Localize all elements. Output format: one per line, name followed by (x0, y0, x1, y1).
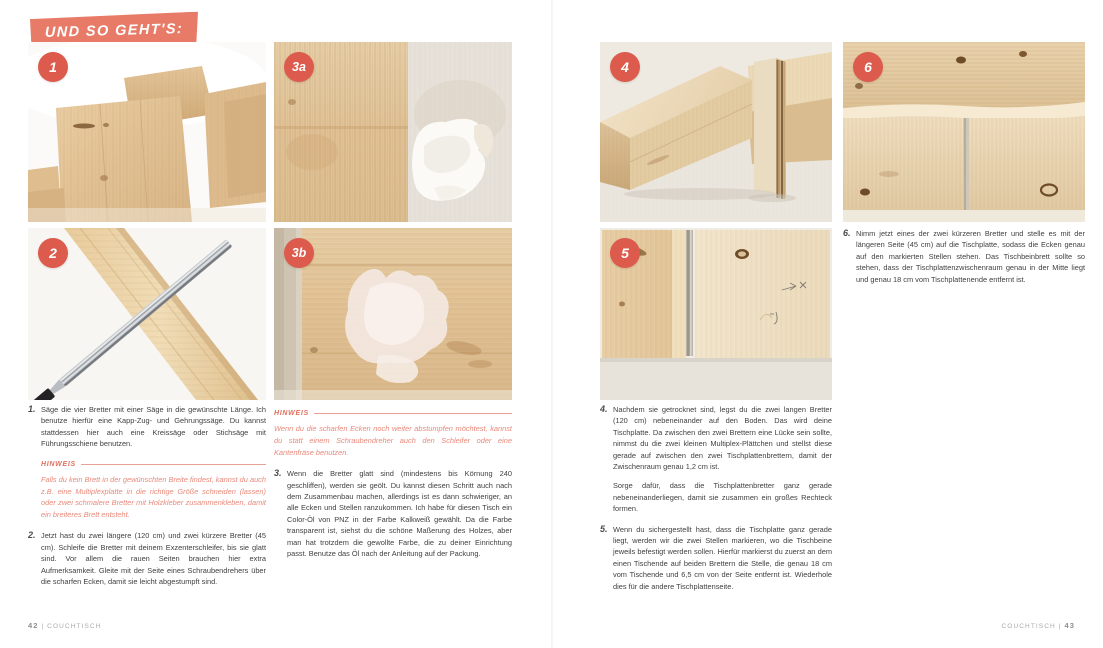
step-badge-4: 4 (610, 52, 640, 82)
step-number-5: 5. (600, 523, 608, 534)
step-paragraph-secondary: Sorge dafür, dass die Tischplattenbretter ganz gerade nebeneinanderliegen, damit sie zusammen ein großes Rechteck formen. (613, 481, 832, 514)
step-paragraph: Wenn die Bretter glatt sind (mindestens bis Körnung 240 geschliffen), werden sie geölt. Du kannst diesen Schritt auch nach dem Zusammenbau machen, allerdings ist es dann schwieriger, an alle Ecken und Stellen ranzukommen. Ich habe für diesen Tisch ein Color-Öl von PNZ in der Farbe Kalkweiß gewählt. Da die Farbe transparent ist, siehst du die schöne Maßerung des Holzes, aber man hat trotzdem die gewollte Farbe, die zu deiner Einrichtung passt. Benutze das Öl nach der Anleitung auf der Packung. (287, 469, 512, 559)
step-item-2 (28, 530, 266, 587)
step-text-6 (856, 228, 1085, 285)
step-number-3: 3. (274, 468, 282, 479)
text-column-2 (274, 404, 512, 568)
step-text-2 (41, 530, 266, 587)
footer-right (1002, 621, 1076, 630)
photo-step-2 (28, 228, 266, 400)
step-number-2: 2. (28, 530, 36, 541)
hint-text: Wenn du die scharfen Ecken noch weiter abstumpfen möchtest, kannst du statt einem Schraubendreher auch den Schleifer oder eine Kantenfräse benutzen. (274, 424, 512, 457)
hint-box-2 (274, 408, 512, 458)
step-number-4: 4. (600, 404, 608, 414)
footer-right-title: COUCHTISCH (1001, 623, 1056, 630)
step-number-6: 6. (843, 228, 851, 238)
step-badge-2: 2 (38, 238, 68, 268)
hint-label: HINWEIS (41, 460, 76, 468)
step-item-3 (274, 468, 512, 559)
banner-label: UND SO GEHT'S: (44, 21, 184, 41)
step-item-6 (843, 228, 1085, 285)
step-paragraph: Wenn du sichergestellt hast, dass die Tischplatte ganz gerade liegt, werden wir die zwei Stellen markieren, wo die Tischbeine jeweils befestigt werden sollen. Hierfür markierst du zuerst an dem einen Tischende auf beiden Brettern die Stelle, die genau 18 cm vom Tischende und 6,5 cm von der Seite entfernt ist. Wiederhole dies für die andere Tischplattenseite. (613, 524, 832, 591)
footer-right-separator: | (1058, 623, 1062, 630)
photo-step-3a (274, 42, 512, 222)
step-paragraph: Nachdem sie getrocknet sind, legst du die zwei langen Bretter (120 cm) nebeneinander auf den Boden. Das wird deine Tischplatte. Da zwischen den zwei Brettern eine Lücke sein sollte, nimmst du die zwei kleinen Multiplex-Plättchen und stellst diese gerade auf zwischen den zwei Tischplattenbrettern, damit der Zwischenraum genau 1,2 cm ist. (613, 405, 832, 472)
hint-rule (81, 464, 266, 465)
hint-rule (314, 413, 512, 414)
text-column-4 (843, 228, 1085, 294)
hint-label: HINWEIS (274, 410, 309, 417)
step-badge-3b: 3b (284, 238, 314, 268)
step-text-5 (613, 524, 832, 592)
step-item-5 (600, 524, 832, 592)
hint-header (41, 459, 266, 470)
photo-step-4 (600, 42, 832, 222)
photo-step-5 (600, 228, 832, 400)
photo-step-1 (28, 42, 266, 222)
footer-left-separator: | (41, 623, 45, 630)
step-item-4 (600, 404, 832, 515)
hint-header (274, 408, 512, 419)
step-paragraph: Säge die vier Bretter mit einer Säge in die gewünschte Länge. Ich benutze hierfür eine Kapp-Zug- und Gehrungssäge. Du kannst stattdessen hier auch eine Kreissäge oder Stichsäge mit Führungsschiene benutzen. (41, 405, 266, 449)
step-badge-3a: 3a (284, 52, 314, 82)
hint-box-1 (41, 459, 266, 521)
step-text-1 (41, 404, 266, 450)
step-badge-6: 6 (853, 52, 883, 82)
footer-left-title: COUCHTISCH (47, 623, 102, 630)
footer-left-page-number: 42 (28, 621, 39, 630)
step-text-4 (613, 404, 832, 515)
step-paragraph: Nimm jetzt eines der zwei kürzeren Bretter und stelle es mit der längeren Seite (45 cm) auf die Tischplatte, sodass die Ecken genau auf den markierten Stellen stehen. Das Tischbeinbrett sollte so stehen, dass der Tischplattenzwischenraum genau in der Mitte liegt und genau 18 cm vom Tischplattenende entfernt ist. (856, 229, 1085, 284)
step-badge-5: 5 (610, 238, 640, 268)
page-gutter (551, 0, 553, 648)
step-badge-1: 1 (38, 52, 68, 82)
hint-text: Falls du kein Brett in der gewünschten Breite findest, kannst du auch z.B. eine Multiplexplatte in die richtige Größe schneiden (lassen) oder zwei schmalere Bretter mit Holzkleber zusammenkleben, damit ein breiteres Brett entsteht. (41, 475, 266, 519)
text-column-1 (28, 404, 266, 596)
footer-right-page-number: 43 (1064, 621, 1075, 630)
photo-step-6 (843, 42, 1085, 222)
step-number-1: 1. (28, 404, 36, 414)
footer-left (28, 621, 102, 630)
text-column-3 (600, 404, 832, 601)
step-text-3 (287, 468, 512, 559)
photo-step-3b (274, 228, 512, 400)
step-paragraph: Jetzt hast du zwei längere (120 cm) und zwei kürzere Bretter (45 cm). Schleife die Bretter mit deinem Exzenterschleifer, bis sie glatt sind. Vor allem die rauen Seiten brauchen hier extra Aufmerksamkeit. Gleite mit der Seite eines Schraubendrehers über die scharfen Ecken, damit sie leicht abgestumpft sind. (41, 531, 266, 587)
step-item-1 (28, 404, 266, 450)
